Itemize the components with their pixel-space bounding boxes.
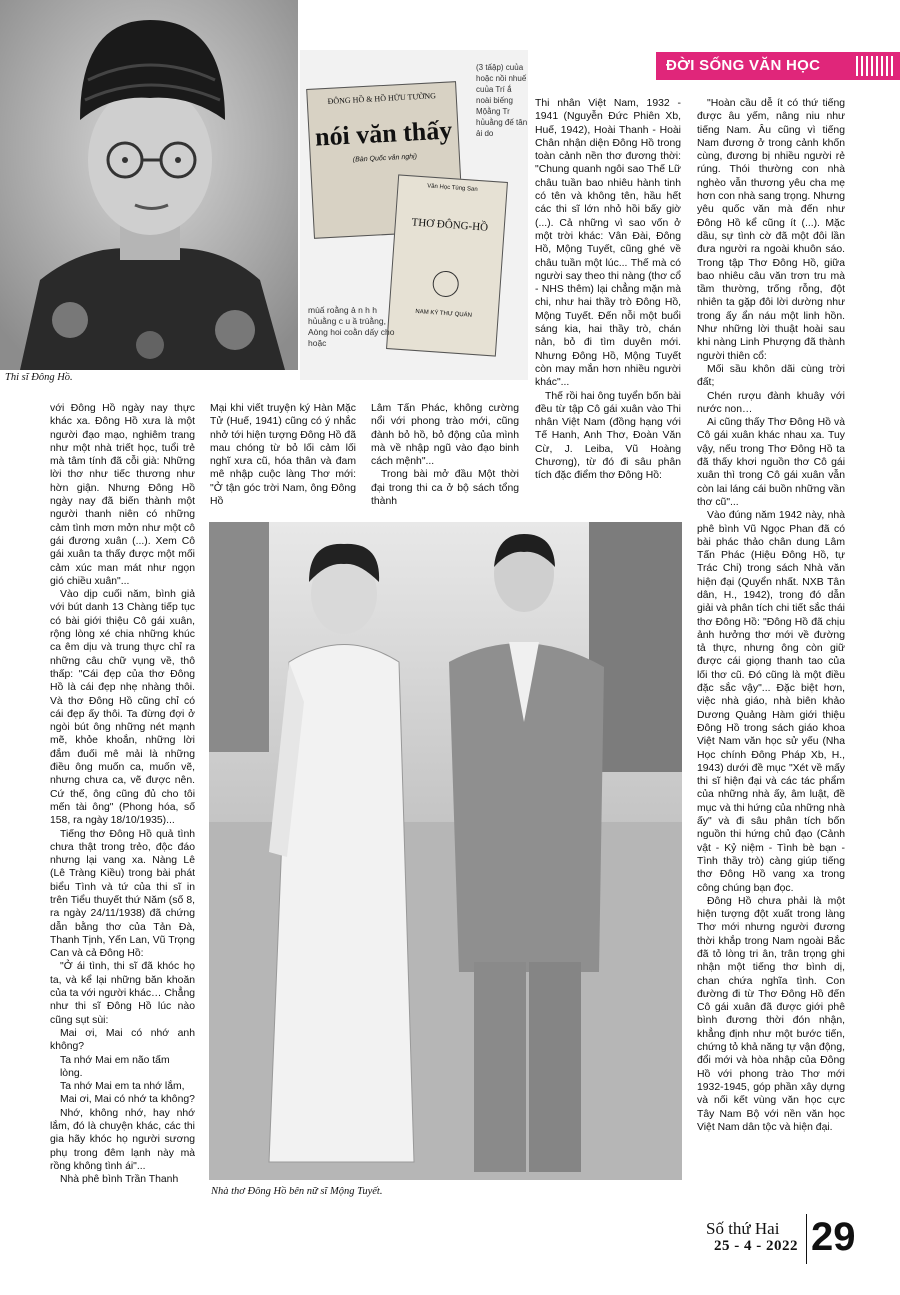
col5-paragraph: Vào đúng năm 1942 này, nhà phê bình Vũ Ngọc Phan đã có bài phác thảo chân dung Lâm Tấn Phác (Hiệu Đông Hồ, tự Trác Chi) trong sách Nhà văn hiện đại (Quyển nhất. NXB Tân dân, H., 1942), trong đó dẫn giải và phân tích chi tiết sắc thái thơ Đông Hồ: "Đông Hồ đã chịu ảnh hưởng thơ mới về đường tả thực, nhưng ông còn giữ được cái giọng thanh tao của lối thơ cũ. Đó cũng là một điều đặc sắc vậy"... Đặc biệt hơn, việc nhà giáo, nhà biên khảo Dương Quảng Hàm giới thiệu Đông Hồ trong sách giáo khoa Việt Nam văn học sử yếu (Nha Học chính Đông Pháp Xb, H., 1943) dưới đề mục "Xét về mấy thi sĩ hiện đại và các tác phẩm của những nhà ấy, âm luật, đề mục và thi hứng của những nhà ấy" và đi sâu phân tích bốn nguồn thi hứng chủ đạo (Cảnh vật - Kỷ niệm - Tình bè bạn - Tình thầy trò) càng giúp tiếng thơ Đông Hồ vang xa trong công chúng bạn đọc. [697,510,845,894]
book2-title: THƠ ĐÔNG-HỒ [411,216,489,234]
footer-divider [806,1214,807,1264]
col1-paragraph: Tiếng thơ Đông Hồ quả tình chưa thật trong trẻo, độc đáo nhưng lại vang xa. Nàng Lê (Lê Tràng Kiều) trong bài phát biểu Tình và tứ của thi sĩ in trên Tiểu thuyết thứ Năm (số 8, ra ngày 24/11/1938) đã chứng dẫn bằng thơ của Tản Đà, Thanh Tịnh, Yến Lan, Vũ Trọng Can và cả Đông Hồ: [50,828,195,960]
col5-poem-line: Mối sầu khôn dãi cùng trời đất; [697,363,845,389]
book1-title: nói văn thấy [314,115,453,152]
book-cover-tho-dong-ho [386,174,508,356]
couple-photo [209,522,682,1180]
column-3 [371,402,519,514]
issue-date: 25 - 4 - 2022 [714,1238,798,1254]
col1-poem-line: Mai ơi, Mai có nhớ ta không? [60,1094,195,1106]
col1-poem-line: Mai ơi, Mai có nhớ anh không? [50,1027,195,1053]
col4-paragraph: Thế rồi hai ông tuyển bốn bài đều từ tập Cô gái xuân vào Thi nhân Việt Nam (đồng hạng với Tế Hanh, Anh Thơ, Đoàn Văn Cừ, J. Leiba, Vũ Hoàng Chương), từ đó đi sâu phân tích đặc điểm thơ Đông Hồ: [535,390,681,482]
col1-poem-line: Ta nhớ Mai em não tấm lòng. [60,1054,170,1079]
clipping-right: (3 tấập) cuủa hoặc nồi nhuế cuủa Trí ắ noài biếng Mộằng Tr hủuằng đế tân ải do [476,63,528,138]
column-2 [210,402,356,514]
couple-illustration [209,522,682,1180]
col1-poem-line: Ta nhớ Mai em ta nhớ lắm, [60,1081,185,1093]
clipping-bottom: mùấ roằng ả n h h hủuằng c u ầ trùằng, Aòng hoi coằn dấy cho hoặc [308,305,395,348]
portrait-illustration [0,0,298,370]
book-covers-photo [300,50,528,380]
book1-subtitle: (Bàn Quốc văn nghị) [352,153,418,164]
couple-caption: Nhà thơ Đông Hồ bên nữ sĩ Mộng Tuyết. [211,1186,383,1197]
column-5 [697,97,845,1205]
col1-paragraph: Nhà phê bình Trần Thanh [60,1174,179,1186]
column-4 [535,97,681,517]
portrait-caption: Thi sĩ Đông Hồ. [5,372,73,383]
page-number: 29 [811,1215,856,1259]
section-title: ĐỜI SỐNG VĂN HỌC [666,57,821,74]
col5-paragraph: "Hoàn cầu dễ ít có thứ tiếng được âu yếm, nâng niu như tiếng Nam. Âu cũng vì tiếng Nam đương ở trong cảnh khốn cùng, đương bị nhiều người rẻ rúng. Thói thường con nhà nghèo vẫn thương yêu cha mẹ hơn con nhà sang trọng. Nhưng yêu quốc văn mà đến như Đông Hồ kể cũng ít (...). Mặc dầu, sự tình cờ đã một đôi lần đưa người ra ngoài khuôn sáo. Trong tập Thơ Đông Hồ, giữa bao nhiêu câu văn trơn tru mà tầm thường, trống rỗng, đột nhiên ta gặp đôi lời dường như trong ấy ẩn náu một linh hồn. Như những lời thuật hoài sau khi nàng Linh Phượng đã thành người thiên cổ: [697,98,845,362]
col2-paragraph: Mại khi viết truyện ký Hàn Mặc Tử (Huế, 1941) cũng có ý nhắc nhở tới hiện tượng Đông Hồ đã mau chóng từ bỏ lối cảm lối nghĩ xưa cũ, hóa thân và đam mê nhập cuộc làng Thơ mới: "Ở tận góc trời Nam, ông Đông Hồ [210,403,356,508]
col4-paragraph: Thi nhân Việt Nam, 1932 - 1941 (Nguyễn Đức Phiên Xb, Huế, 1942), Hoài Thanh - Hoài Chân nhận diện Đông Hồ trong toàn cảnh nền thơ đương thời: "Chung quanh ngôi sao Thế Lữ châu tuần bao nhiêu hành tinh có tên và không tên, hầu hết các thi sĩ lớn nhỏ hồi bấy giờ (...). Cả những vì sao vốn ở một trời khác: Vân Đài, Đông Hồ, Mộng Tuyết, cũng ghé về châu tuần một lúc... Thế mà có người say theo thi nàng (thơ cổ - NHS thêm) lại chẳng mặn mà chi, như hai thầy trò Đông Hồ, Mộng Tuyết. Đến nỗi một buổi sáng kia, hai thầy trò, chán nản, bỏ đi tìm duyên mới. Nhưng Đông Hồ, Mộng Tuyết còn may mắn hơn nhiều người khác"... [535,98,681,389]
col1-paragraph: Nhớ, không nhớ, hay nhớ lắm, đó là chuyện khác, các thi gia hãy khóc họ người sương phụ trong đêm lạnh này mà rồng không tình ái"... [50,1107,195,1172]
issue-label: Số thứ Hai [706,1219,780,1238]
book2-bottom-text: NAM KÝ THƯ QUÁN [415,308,473,319]
col5-paragraph: Ai cũng thấy Thơ Đông Hồ và Cô gái xuân khác nhau xa. Tuy vậy, nếu trong Thơ Đông Hồ ta đã thấy khơi nguồn thơ Cô gái xuân thì trong Cô gái xuân vẫn còn lai láng cái buồn những vần thơ cũ"... [697,417,845,508]
col1-paragraph: Vào dịp cuối năm, bình giả với bút danh 13 Chàng tiếp tục có bài giới thiệu Cô gái xuân, rộng lòng xé chia những khúc ca êm dịu và trung thực chỉ ra những câu chữ vụng về, thô thấp: "Cái đẹp của thơ Đông Hồ là cái đẹp nhẹ nhàng thôi. Và thơ Đông Hồ cũng chỉ có cái đẹp ấy thôi. Ta đừng đợi ở ngòi bút ông những nét mạnh mẽ, khỏe khoắn, những lời đắm đuối mê mải là những điều ông muốn ca, muốn vẽ, nhưng chưa ca, vẽ được nên. Cứ thế, ông cũng đủ cho tôi mến tài ông" (Phong hóa, số 158, ra ngày 18/10/1935)... [50,589,195,827]
col3-paragraph: Lâm Tấn Phác, không cường nổi với phong trào mới, cũng đành bỏ hồ, bỏ động của mình mà về nhập ngũ vào đạo binh cách mệnh"... [371,403,519,468]
book2-top-text: Văn Học Tùng San [426,183,478,193]
column-1 [50,402,195,1210]
book1-top-text: ĐÔNG HỒ & HỒ HỮU TƯỜNG [327,91,437,106]
col5-poem-line: Chén rượu đành khuây với nước non… [697,390,845,415]
col3-paragraph: Trong bài mở đầu Một thời đại trong thi ca ở bộ sách tổng thành [371,469,519,508]
banner-stripes [856,56,896,76]
portrait-photo [0,0,298,370]
col1-paragraph: "Ở ái tình, thi sĩ đã khóc họ ta, và kể lại những băn khoăn của ta với người khác… Chẳng như thi sĩ Đông Hồ lúc nào cũng sụt sùi: [50,961,195,1026]
col5-paragraph: Đông Hồ chưa phải là một hiện tượng đột xuất trong làng Thơ mới nhưng người đương thời khắp trong Nam ngoài Bắc đã tỏ lòng tri ân, trân trọng ghi nhận một tiếng thơ bình dị, chan chứa nghĩa tình. Con đường đi từ Thơ Đông Hồ đến Cô gái xuân đã được giới phê bình đương thời đón nhận, khẳng định như một bước tiến, chứng tỏ khả năng tự vận động, đổi mới và hòa nhập của Đông Hồ với phong trào Thơ mới 1932-1945, góp phần xây dựng và nối kết vùng văn học cực Tây Nam Bộ với nền văn học Việt Nam dân tộc và hiện đại. [697,895,845,1133]
book2-emblem-icon [432,270,460,298]
col1-paragraph: với Đông Hồ ngày nay thực khác xa. Đông Hồ xưa là một người đạo mạo, nghiêm trang như một nhà triết học, tuổi trẻ mà tâm tính đã cỗi già: Những lời thơ như tiếc thương như hờn giận. Nhưng Đông Hồ ngày nay đã biến thành một người thanh niên có những cảm tình mơn mởn như một cô gái đương xuân (...). Xem Cô gái xuân ta thấy được một mối cảm xúc man mát như ngọn gió chiều xuân"... [50,403,195,587]
section-banner [656,52,900,80]
